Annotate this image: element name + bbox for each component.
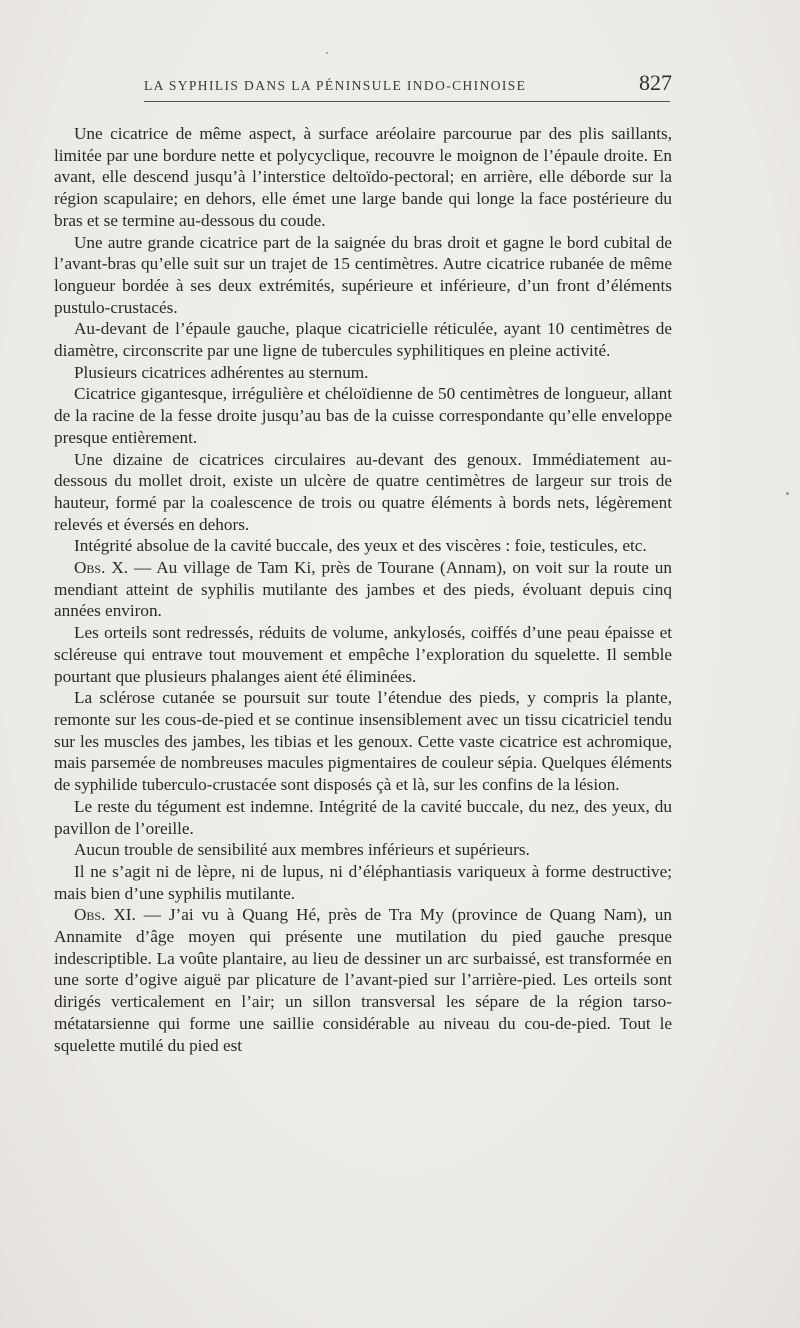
running-title: LA SYPHILIS DANS LA PÉNINSULE INDO-CHINOISE xyxy=(144,78,527,93)
paragraph: La sclérose cutanée se poursuit sur toute l’étendue des pieds, y compris la plante, remonte sur les cous-de-pied et se continue insensiblement avec un tissu cicatriciel tendu sur les muscles des jambes, les tibias et les genoux. Cette vaste cicatrice est achromique, mais parsemée de nombreuses macules pigmentaires de couleur sépia. Quelques éléments de syphilide tuberculo-crustacée sont disposés çà et là, sur les confins de la lésion. xyxy=(54,688,672,795)
paragraph: Une autre grande cicatrice part de la saignée du bras droit et gagne le bord cubital de l’avant-bras qu’elle suit sur un trajet de 15 centimètres. Autre cicatrice rubanée de même longueur bordée à ses deux extrémités, supérieure et inférieure, d’un front d’éléments pustulo-crustacés. xyxy=(54,232,672,317)
observation-paragraph xyxy=(54,904,672,1056)
paragraph: Une cicatrice de même aspect, à surface aréolaire parcourue par des plis saillants, limitée par une bordure nette et polycyclique, recouvre le moignon de l’épaule droite. En avant, elle descend jusqu’à l’interstice deltoïdo-pectoral; en arrière, elle déborde sur la région scapulaire; en dehors, elle émet une large bande qui longe la face postérieure du bras et se termine au-dessous du coude. xyxy=(54,124,672,230)
paragraph: Aucun trouble de sensibilité aux membres inférieurs et supérieurs. xyxy=(74,840,530,860)
paragraph: Intégrité absolue de la cavité buccale, des yeux et des viscères : foie, testicules, etc. xyxy=(74,536,647,556)
paragraph: Une dizaine de cicatrices circulaires au-devant des genoux. Immédiatement au-dessous du mollet droit, existe un ulcère de quatre centimètres de largeur sur trois de hauteur, formé par la coalescence de trois ou quatre éléments à bords nets, légèrement relevés et éversés en dehors. xyxy=(54,449,672,534)
paragraph: Il ne s’agit ni de lèpre, ni de lupus, ni d’éléphantiasis variqueux à forme destructive; mais bien d’une syphilis mutilante. xyxy=(54,861,672,903)
observation-text: — J’ai vu à Quang Hé, près de Tra My (province de Quang Nam), un Annamite d’âge moyen qui présente une mutilation du pied gauche presque indescriptible. La voûte plantaire, au lieu de dessiner un arc surbaissé, est transformée en une sorte d’ogive aiguë par plicature de l’avant-pied sur l’arrière-pied. Les orteils sont dirigés verticalement en l’air; un sillon transversal les sépare de la région tarso-métatarsienne qui forme une saillie considérable au niveau du cou-de-pied. Tout le squelette mutilé du pied est xyxy=(54,905,672,1055)
running-head xyxy=(144,70,672,100)
page-number: 827 xyxy=(639,70,672,95)
paper-speck xyxy=(326,52,328,54)
observation-label: Obs. XI. xyxy=(74,905,136,925)
paragraph: Le reste du tégument est indemne. Intégrité de la cavité buccale, du nez, des yeux, du pavillon de l’oreille. xyxy=(54,796,672,838)
body-text xyxy=(54,123,672,1056)
observation-paragraph xyxy=(54,557,672,622)
paragraph: Cicatrice gigantesque, irrégulière et chéloïdienne de 50 centimètres de longueur, allant de la racine de la fesse droite jusqu’au bas de la cuisse correspondante qu’elle enveloppe presque entièrement. xyxy=(54,384,672,447)
paragraph: Plusieurs cicatrices adhérentes au sternum. xyxy=(74,362,369,382)
observation-label: Obs. X. xyxy=(74,558,129,578)
observation-text: — Au village de Tam Ki, près de Tourane (Annam), on voit sur la route un mendiant atteint de syphilis mutilante des jambes et des pieds, évoluant depuis cinq années environ. xyxy=(54,558,672,621)
paper-speck xyxy=(786,492,789,495)
header-rule xyxy=(144,101,670,102)
paragraph: Au-devant de l’épaule gauche, plaque cicatricielle réticulée, ayant 10 centimètres de diamètre, circonscrite par une ligne de tubercules syphilitiques en pleine activité. xyxy=(54,319,672,361)
paragraph: Les orteils sont redressés, réduits de volume, ankylosés, coiffés d’une peau épaisse et scléreuse qui entrave tout mouvement et empêche l’exploration du squelette. Il semble pourtant que plusieurs phalanges aient été éliminées. xyxy=(54,623,672,686)
